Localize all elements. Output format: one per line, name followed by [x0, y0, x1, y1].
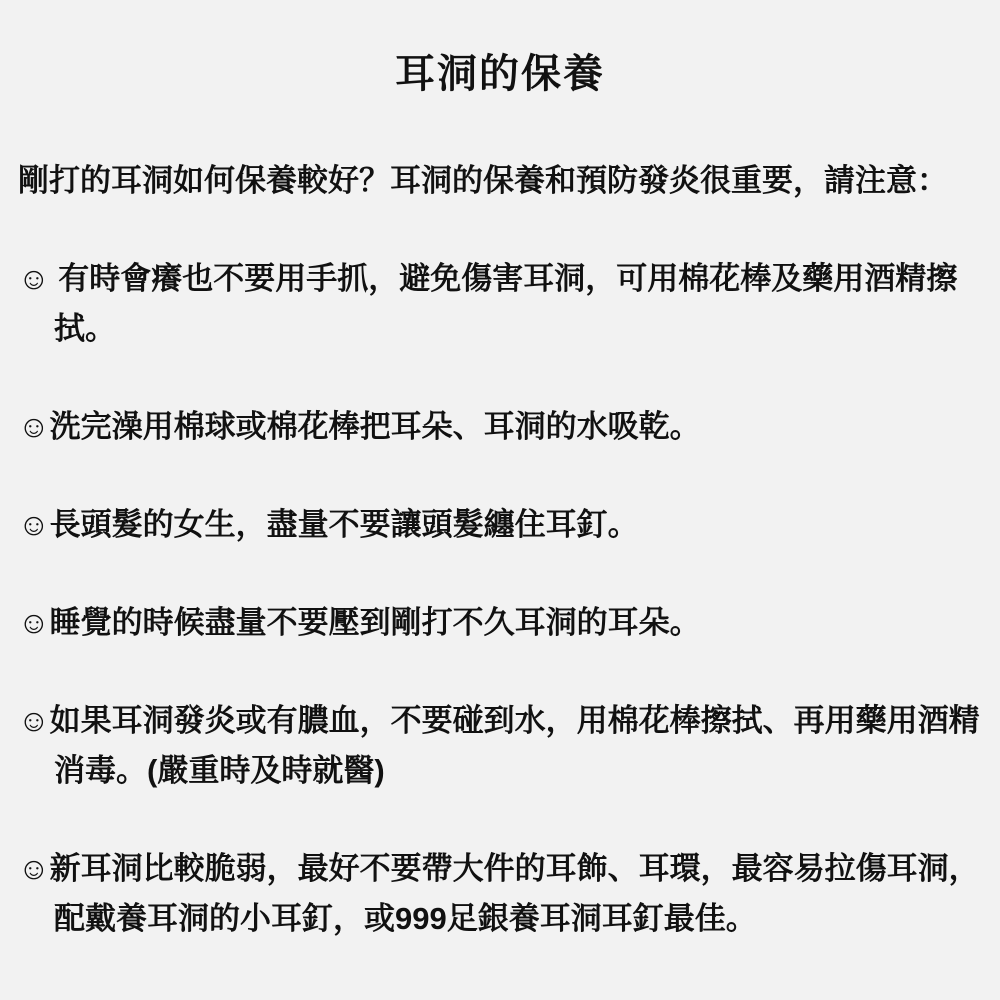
tip-item [18, 254, 982, 354]
tip-text: 睡覺的時候盡量不要壓到剛打不久耳洞的耳朵。 [49, 605, 701, 640]
tip-item [18, 696, 982, 796]
tip-text: 長頭髮的女生，盡量不要讓頭髮纏住耳釘。 [49, 507, 639, 542]
smiley-icon: ☺ [18, 507, 50, 542]
tip-text: 新耳洞比較脆弱，最好不要帶大件的耳飾、耳環，最容易拉傷耳洞，配戴養耳洞的小耳釘，或999足銀養耳洞耳釘最佳。 [49, 851, 980, 936]
tip-item [18, 844, 982, 944]
tip-text: 洗完澡用棉球或棉花棒把耳朵、耳洞的水吸乾。 [49, 409, 701, 444]
smiley-icon: ☺ [18, 605, 50, 640]
intro-paragraph: 剛打的耳洞如何保養較好？耳洞的保養和預防發炎很重要，請注意： [18, 163, 948, 198]
smiley-icon: ☺ [18, 851, 50, 886]
smiley-icon: ☺ [18, 703, 50, 738]
tip-text: 有時會癢也不要用手抓，避免傷害耳洞，可用棉花棒及藥用酒精擦拭。 [49, 261, 958, 346]
page-title: 耳洞的保養 [395, 52, 605, 96]
tip-text: 如果耳洞發炎或有膿血，不要碰到水，用棉花棒擦拭、再用藥用酒精消毒。(嚴重時及時就醫) [49, 703, 980, 788]
smiley-icon: ☺ [18, 409, 50, 444]
tip-item [18, 598, 982, 648]
tip-item [18, 402, 982, 452]
tip-item [18, 500, 982, 550]
smiley-icon: ☺ [18, 261, 50, 296]
